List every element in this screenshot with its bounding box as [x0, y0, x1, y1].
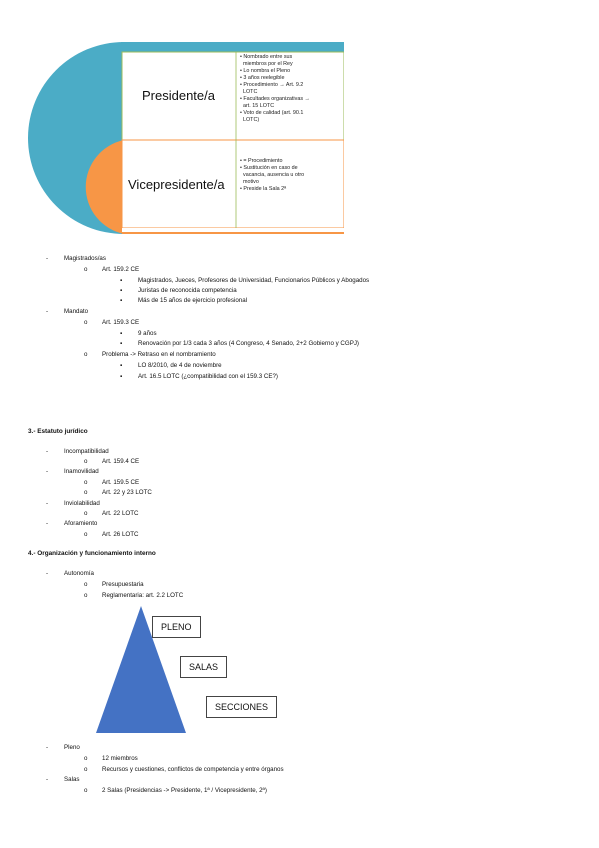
square-marker: ▪ — [120, 373, 123, 380]
autonomia-sub: Presupuestaria — [102, 581, 144, 588]
presidente-point: • 3 años reelegible — [240, 75, 285, 81]
presidente-point: • Procedimiento → Art. 9.2 — [240, 82, 304, 88]
estatuto-item: Incompatibilidad — [64, 448, 109, 455]
estatuto-sub: Art. 159.4 CE — [102, 458, 140, 465]
square-marker: ▪ — [120, 330, 123, 337]
circle-marker: o — [84, 592, 88, 599]
presidente-point: miembros por el Rey — [240, 61, 293, 67]
dash-marker: - — [46, 776, 49, 783]
section-3-heading: 3.- Estatuto jurídico — [28, 428, 88, 435]
square-marker: ▪ — [120, 287, 123, 294]
estatuto-sub: Art. 22 y 23 LOTC — [102, 489, 152, 496]
circle-marker: o — [84, 755, 88, 762]
mand-item: Renovación por 1/3 cada 3 años (4 Congreso, 4 Senado, 2+2 Gobierno y CGPJ) — [138, 340, 359, 347]
square-marker: ▪ — [120, 297, 123, 304]
dash-marker: - — [46, 744, 49, 751]
pleno-item: Pleno — [64, 744, 80, 751]
section-4-heading: 4.- Organización y funcionamiento interno — [28, 550, 156, 557]
circle-marker: o — [84, 458, 88, 465]
square-marker: ▪ — [120, 340, 123, 347]
prob-item: Art. 16.5 LOTC (¿compatibilidad con el 159.3 CE?) — [138, 373, 278, 380]
square-marker: ▪ — [120, 277, 123, 284]
circle-marker: o — [84, 319, 88, 326]
mand-item: 9 años — [138, 330, 157, 337]
vicepresidente-label: Vicepresidente/a — [128, 177, 225, 192]
org-diagram — [28, 42, 344, 246]
vice-points — [240, 158, 304, 193]
vice-point: • Preside la Sala 2ª — [240, 186, 287, 192]
estatuto-item: Aforamiento — [64, 520, 98, 527]
estatuto-sub: Art. 22 LOTC — [102, 510, 139, 517]
secciones-box: SECCIONES — [206, 696, 277, 718]
problema-item: Problema -> Retraso en el nombramiento — [102, 351, 216, 358]
prob-item: LO 8/2010, de 4 de noviembre — [138, 362, 222, 369]
presidente-points — [240, 54, 310, 124]
mandato-item: Mandato — [64, 308, 89, 315]
vice-point: • Sustitución en caso de — [240, 165, 298, 171]
circle-marker: o — [84, 581, 88, 588]
estatuto-sub: Art. 159.5 CE — [102, 479, 140, 486]
dash-marker: - — [46, 570, 49, 577]
circle-marker: o — [84, 479, 88, 486]
presidente-point: LOTC — [240, 89, 258, 95]
dash-marker: - — [46, 308, 49, 315]
autonomia-sub: Reglamentaria: art. 2.2 LOTC — [102, 592, 184, 599]
salas-item: Salas — [64, 776, 80, 783]
circle-marker: o — [84, 787, 88, 794]
estatuto-item: Inamovilidad — [64, 468, 99, 475]
art-159-3: Art. 159.3 CE — [102, 319, 140, 326]
estatuto-sub: Art. 26 LOTC — [102, 531, 139, 538]
circle-marker: o — [84, 266, 88, 273]
circle-marker: o — [84, 510, 88, 517]
presidente-point: art. 15 LOTC — [240, 103, 275, 109]
presidente-point: • Facultades organizativas → — [240, 96, 310, 102]
presidente-point: LOTC) — [240, 117, 260, 123]
circle-marker: o — [84, 531, 88, 538]
dash-marker: - — [46, 500, 49, 507]
magistrados-item: Magistrados/as — [64, 255, 106, 262]
vice-point: motivo — [240, 179, 259, 185]
circle-marker: o — [84, 766, 88, 773]
dash-marker: - — [46, 255, 49, 262]
autonomia-item: Autonomía — [64, 570, 94, 577]
vice-point: • = Procedimiento — [240, 158, 283, 164]
pleno-sub: Recursos y cuestiones, conflictos de competencia y entre órganos — [102, 766, 284, 773]
mag-item: Magistrados, Jueces, Profesores de Universidad, Funcionarios Públicos y Abogados — [138, 277, 370, 284]
dash-marker: - — [46, 468, 49, 475]
art-159-2: Art. 159.2 CE — [102, 266, 140, 273]
dash-marker: - — [46, 520, 49, 527]
pleno-sub: 12 miembros — [102, 755, 138, 762]
circle-marker: o — [84, 489, 88, 496]
vice-point: vacancia, ausencia u otro — [240, 172, 305, 178]
pleno-box: PLENO — [152, 616, 201, 638]
dash-marker: - — [46, 448, 49, 455]
estatuto-item: Inviolabilidad — [64, 500, 100, 507]
mag-item: Más de 15 años de ejercicio profesional — [138, 297, 248, 304]
mag-item: Juristas de reconocida competencia — [138, 287, 237, 294]
presidente-label: Presidente/a — [142, 88, 215, 103]
square-marker: ▪ — [120, 362, 123, 369]
salas-sub: 2 Salas (Presidencias -> Presidente, 1ª / Vicepresidente, 2ª) — [102, 787, 267, 794]
presidente-point: • Lo nombra el Pleno — [240, 68, 291, 74]
presidente-point: • Nombrado entre sus — [240, 54, 293, 60]
presidente-point: • Voto de calidad (art. 90.1 — [240, 110, 304, 116]
salas-box: SALAS — [180, 656, 227, 678]
circle-marker: o — [84, 351, 88, 358]
